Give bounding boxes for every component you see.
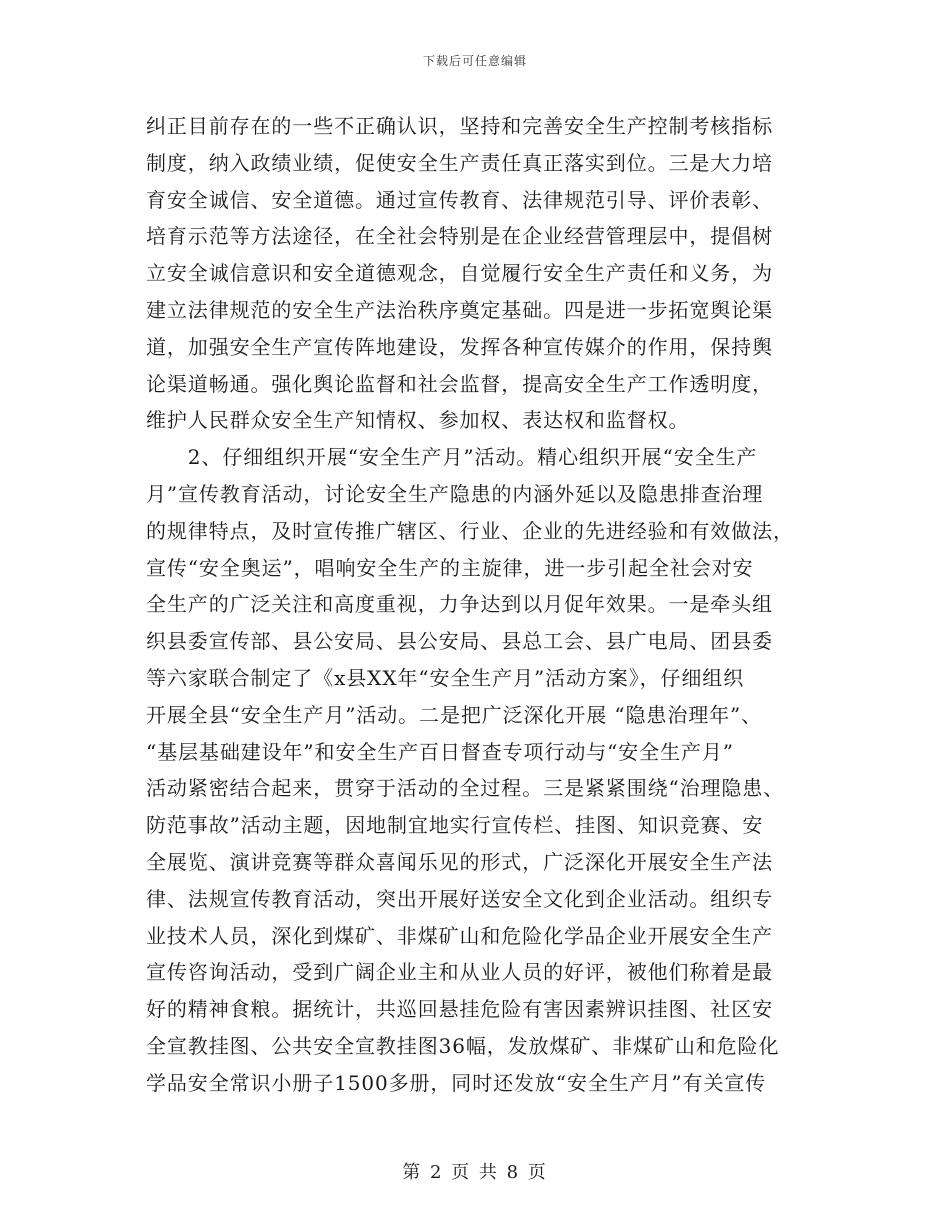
text-line: 宣传“安全奥运”，唱响安全生产的主旋律，进一步引起全社会对安 xyxy=(146,555,754,580)
text-line: 制度，纳入政绩业绩，促使安全生产责任真正落实到位。三是大力培 xyxy=(146,150,773,175)
text-line: 2、仔细组织开展“安全生产月”活动。精心组织开展“安全生产 xyxy=(146,445,758,470)
page-header: 下载后可任意编辑 xyxy=(422,54,527,68)
text-line: 织县委宣传部、县公安局、县公安局、县总工会、县广电局、团县委 xyxy=(146,629,773,654)
text-line: 全生产的广泛关注和高度重视，力争达到以月促年效果。一是牵头组 xyxy=(146,592,773,617)
text-line: 培育示范等方法途径，在全社会特别是在企业经营管理层中，提倡树 xyxy=(146,224,773,249)
text-line: 好的精神食粮。据统计，共巡回悬挂危险有害因素辨识挂图、社区安 xyxy=(146,997,773,1022)
text-line: 律、法规宣传教育活动，突出开展好送安全文化到企业活动。组织专 xyxy=(146,886,773,911)
text-line: 学品安全常识小册子1500多册，同时还发放“安全生产月”有关宣传 xyxy=(146,1070,767,1095)
text-line: 开展全县“安全生产月”活动。二是把广泛深化开展 “隐患治理年”、 xyxy=(146,702,763,727)
text-line: 等六家联合制定了《x县XX年“安全生产月”活动方案》，仔细组织 xyxy=(146,665,745,690)
text-line: 立安全诚信意识和安全道德观念，自觉履行安全生产责任和义务，为 xyxy=(146,261,773,286)
page-footer: 第 2 页 共 8 页 xyxy=(402,1162,548,1183)
text-line: 纠正目前存在的一些不正确认识，坚持和完善安全生产控制考核指标 xyxy=(146,114,773,138)
text-line: 的规律特点，及时宣传推广辖区、行业、企业的先进经验和有效做法， xyxy=(146,518,794,543)
document-body xyxy=(146,108,806,1102)
text-line: 全展览、演讲竞赛等群众喜闻乐见的形式，广泛深化开展安全生产法 xyxy=(146,849,773,874)
text-line: 育安全诚信、安全道德。通过宣传教育、法律规范引导、评价表彰、 xyxy=(146,187,773,212)
text-line: 活动紧密结合起来，贯穿于活动的全过程。三是紧紧围绕“治理隐患、 xyxy=(146,776,785,801)
text-line: 全宣教挂图、公共安全宣教挂图36幅，发放煤矿、非煤矿山和危险化 xyxy=(146,1033,780,1058)
text-line: 业技术人员，深化到煤矿、非煤矿山和危险化学品企业开展安全生产 xyxy=(146,923,773,948)
text-line: 论渠道畅通。强化舆论监督和社会监督，提高安全生产工作透明度， xyxy=(146,371,773,396)
text-line: 维护人民群众安全生产知情权、参加权、表达权和监督权。 xyxy=(146,408,690,433)
text-line: 月”宣传教育活动，讨论安全生产隐患的内涵外延以及隐患排查治理 xyxy=(146,481,764,506)
text-line: 宣传咨询活动，受到广阔企业主和从业人员的好评，被他们称着是最 xyxy=(146,960,773,985)
text-line: 防范事故”活动主题，因地制宜地实行宣传栏、挂图、知识竞赛、安 xyxy=(146,813,764,838)
text-line: 道，加强安全生产宣传阵地建设，发挥各种宣传媒介的作用，保持舆 xyxy=(146,334,773,359)
text-line: “基层基础建设年”和安全生产百日督查专项行动与“安全生产月” xyxy=(146,739,734,764)
text-line: 建立法律规范的安全生产法治秩序奠定基础。四是进一步拓宽舆论渠 xyxy=(146,297,773,322)
